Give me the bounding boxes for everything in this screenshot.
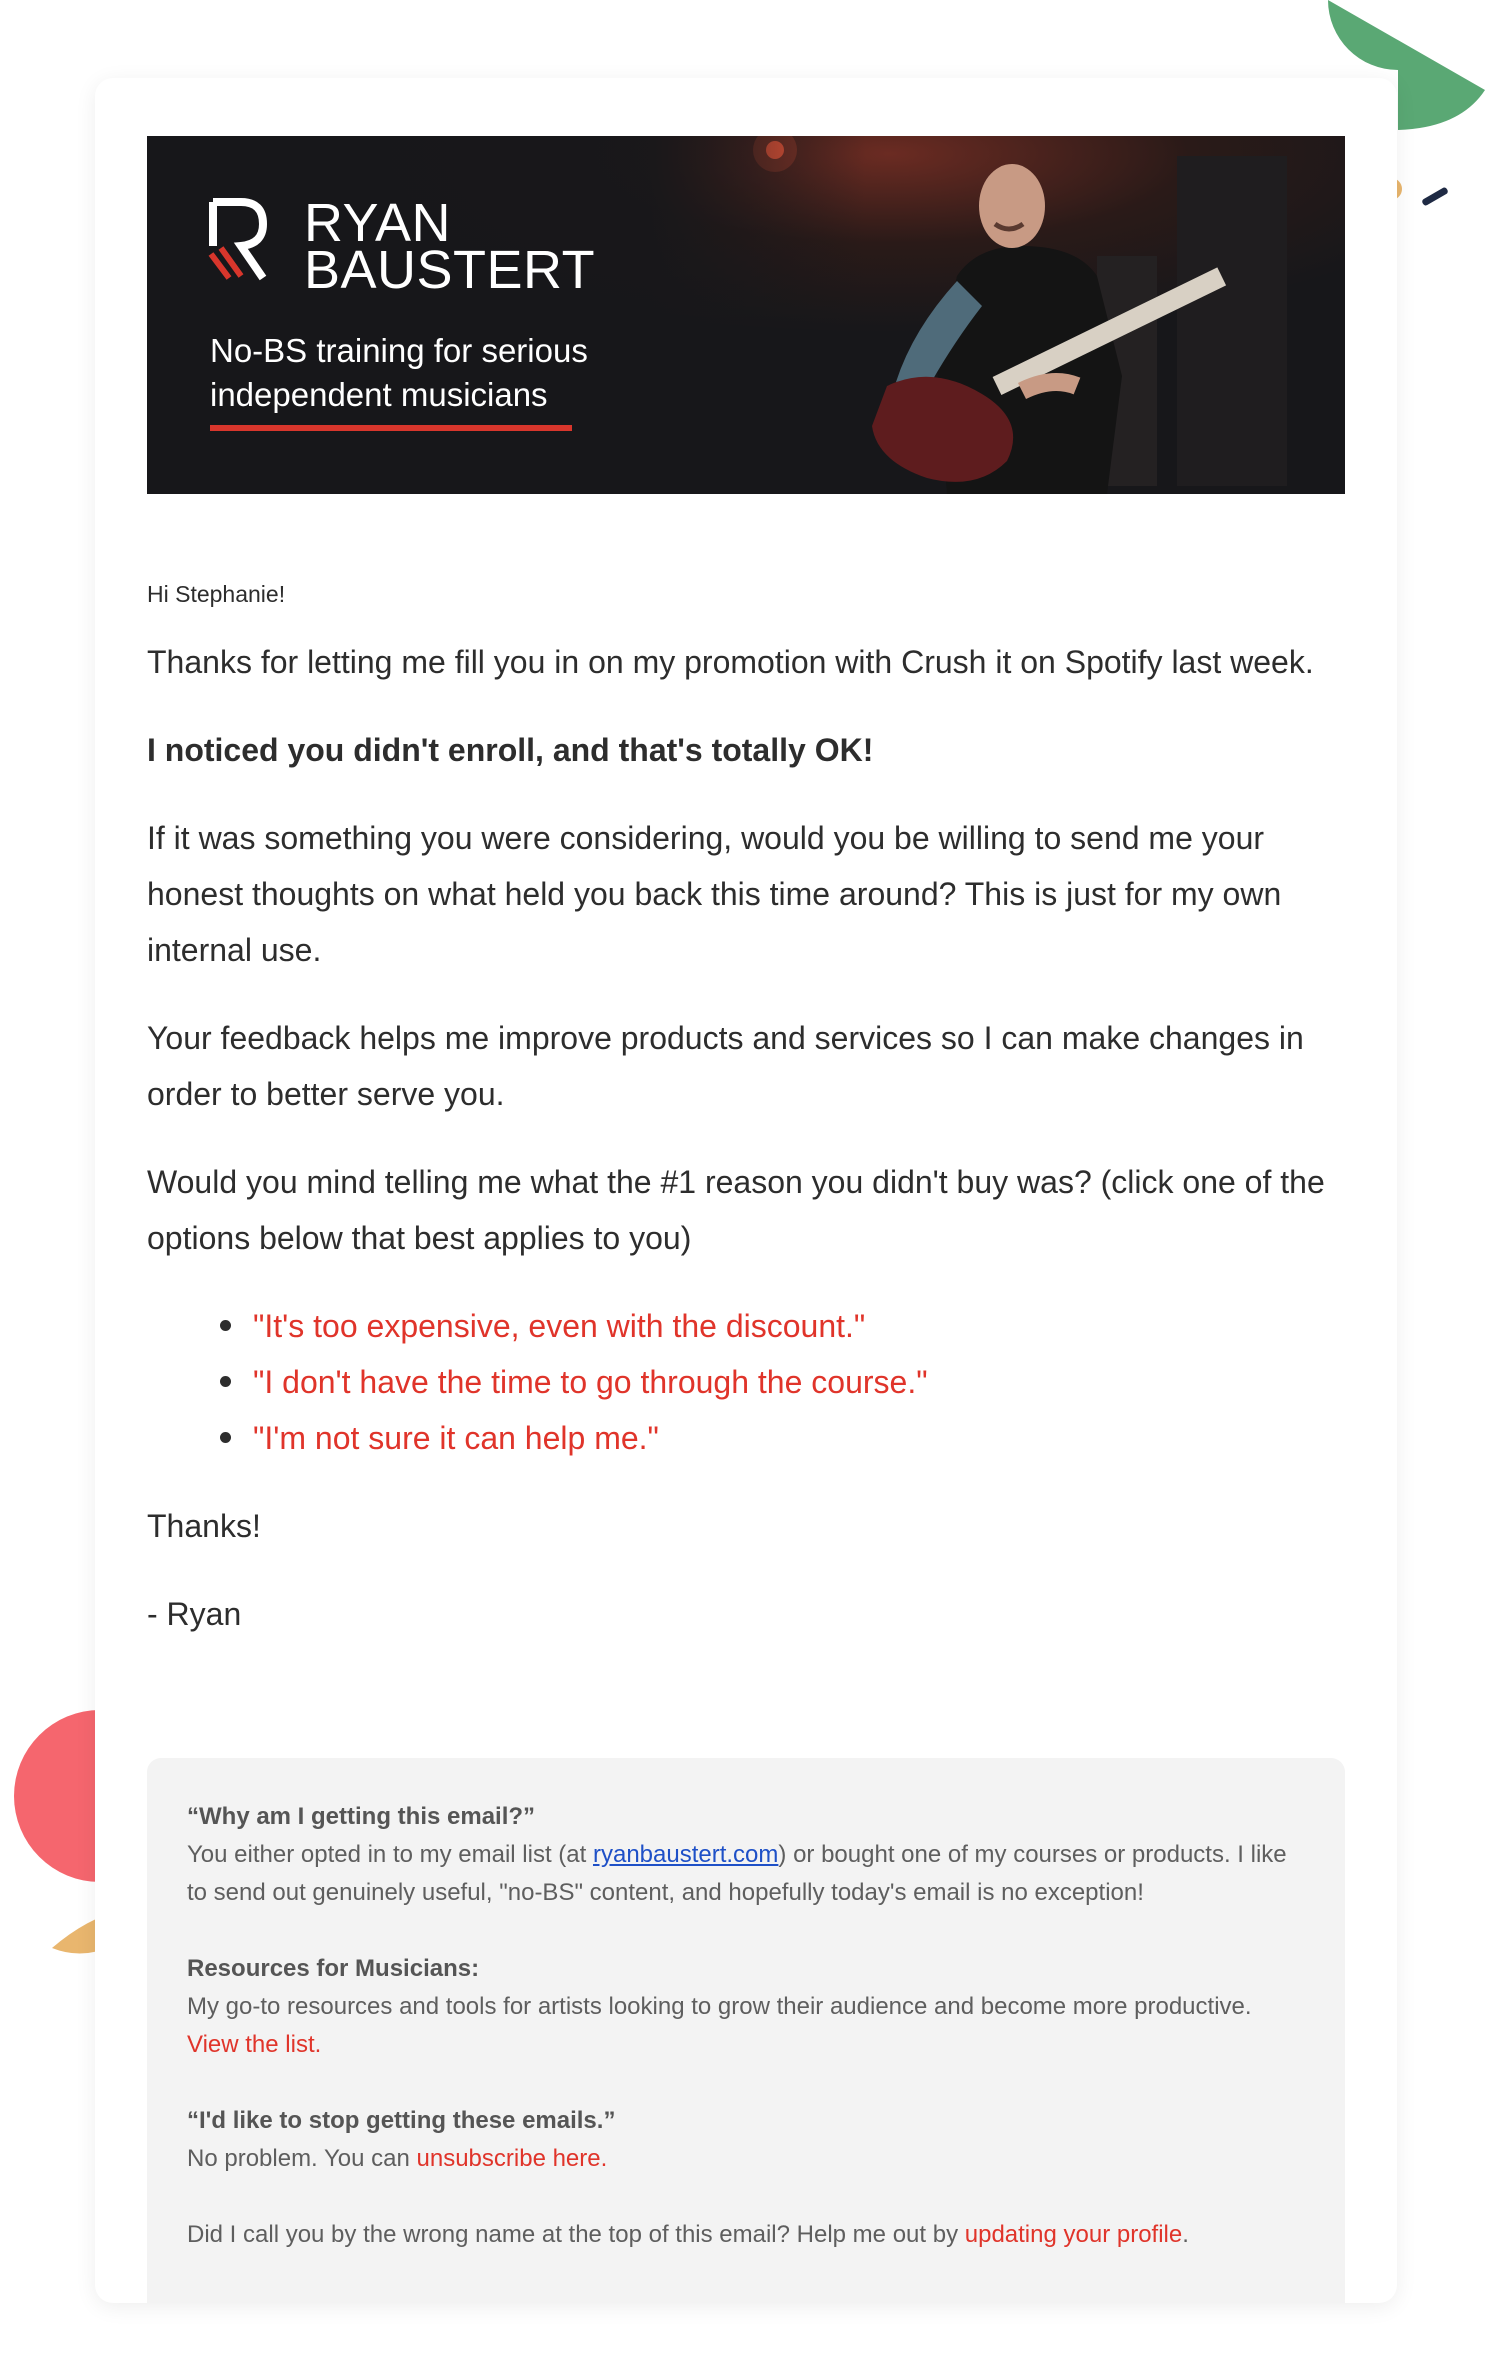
option-not-sure-link[interactable]: "I'm not sure it can help me." [253, 1420, 659, 1456]
footer-why-block [187, 1798, 1297, 1912]
ryan-baustert-logo-icon [207, 196, 267, 284]
update-profile-link[interactable]: updating your profile [964, 2221, 1183, 2248]
option-no-time-link[interactable]: "I don't have the time to go through the course." [253, 1364, 928, 1400]
footer-profile-block [187, 2216, 1297, 2254]
email-body [147, 578, 1347, 1674]
footer-resources-text [187, 1988, 1297, 2064]
tagline-underline [210, 425, 572, 431]
tagline-line-2: independent musicians [210, 376, 548, 413]
bullet-icon [220, 1320, 231, 1331]
list-item [253, 1298, 1347, 1354]
footer-why-post: ) or bought one of my courses or products. I like to send out genuinely useful, "no-BS" content, and hopefully today's email is no exception! [187, 1841, 1287, 1906]
footer-resources-block [187, 1950, 1297, 2064]
footer-resources-title: Resources for Musicians: [187, 1955, 480, 1982]
header-banner [147, 136, 1345, 494]
brand-wordmark [304, 193, 596, 300]
signature: - Ryan [147, 1596, 242, 1632]
footer-why-pre: You either opted in to my email list (at [187, 1841, 593, 1868]
decorative-red-semicircle [8, 1710, 100, 1882]
footer-info-box [147, 1758, 1345, 2303]
greeting: Hi Stephanie! [147, 581, 286, 607]
footer-stop-text [187, 2140, 1297, 2178]
paragraph-no-enroll: I noticed you didn't enroll, and that's totally OK! [147, 732, 874, 768]
unsubscribe-link[interactable]: unsubscribe here. [416, 2145, 608, 2172]
paragraph-question: Would you mind telling me what the #1 reason you didn't buy was? (click one of the options below that best applies to you) [147, 1164, 1325, 1256]
thanks-text: Thanks! [147, 1508, 261, 1544]
tagline-line-1: No-BS training for serious [210, 332, 588, 369]
decorative-navy-dash [1421, 186, 1449, 206]
brand-line-2: BAUSTERT [304, 240, 596, 300]
list-item [253, 1410, 1347, 1466]
footer-why-title: “Why am I getting this email?” [187, 1803, 536, 1830]
footer-stop-body: No problem. You can [187, 2145, 417, 2172]
footer-stop-title: “I'd like to stop getting these emails.” [187, 2107, 616, 2134]
view-list-link[interactable]: View the list. [187, 2031, 322, 2058]
email-card [95, 78, 1397, 2303]
list-item [253, 1354, 1347, 1410]
paragraph-feedback-request: If it was something you were considering, would you be willing to send me your honest thoughts on what held you back this time around? This is just for my own internal use. [147, 820, 1282, 968]
brand-line-1: RYAN [304, 193, 452, 253]
site-link[interactable]: ryanbaustert.com [592, 1841, 779, 1868]
bullet-icon [220, 1376, 231, 1387]
guitarist-photo [147, 136, 1345, 494]
paragraph-intro: Thanks for letting me fill you in on my promotion with Crush it on Spotify last week. [147, 644, 1314, 680]
option-too-expensive-link[interactable]: "It's too expensive, even with the discount." [253, 1308, 866, 1344]
bullet-icon [220, 1432, 231, 1443]
paragraph-feedback-purpose: Your feedback helps me improve products and services so I can make changes in order to better serve you. [147, 1020, 1304, 1112]
footer-why-text [187, 1836, 1297, 1912]
footer-name-text: Did I call you by the wrong name at the top of this email? Help me out by [187, 2221, 965, 2248]
footer-unsubscribe-block [187, 2102, 1297, 2178]
tagline [210, 329, 630, 417]
footer-name-end: . [1182, 2221, 1189, 2248]
footer-resources-body: My go-to resources and tools for artists looking to grow their audience and become more productive. [187, 1993, 1252, 2020]
reason-options-list [147, 1298, 1347, 1466]
footer-content [187, 1798, 1297, 2292]
